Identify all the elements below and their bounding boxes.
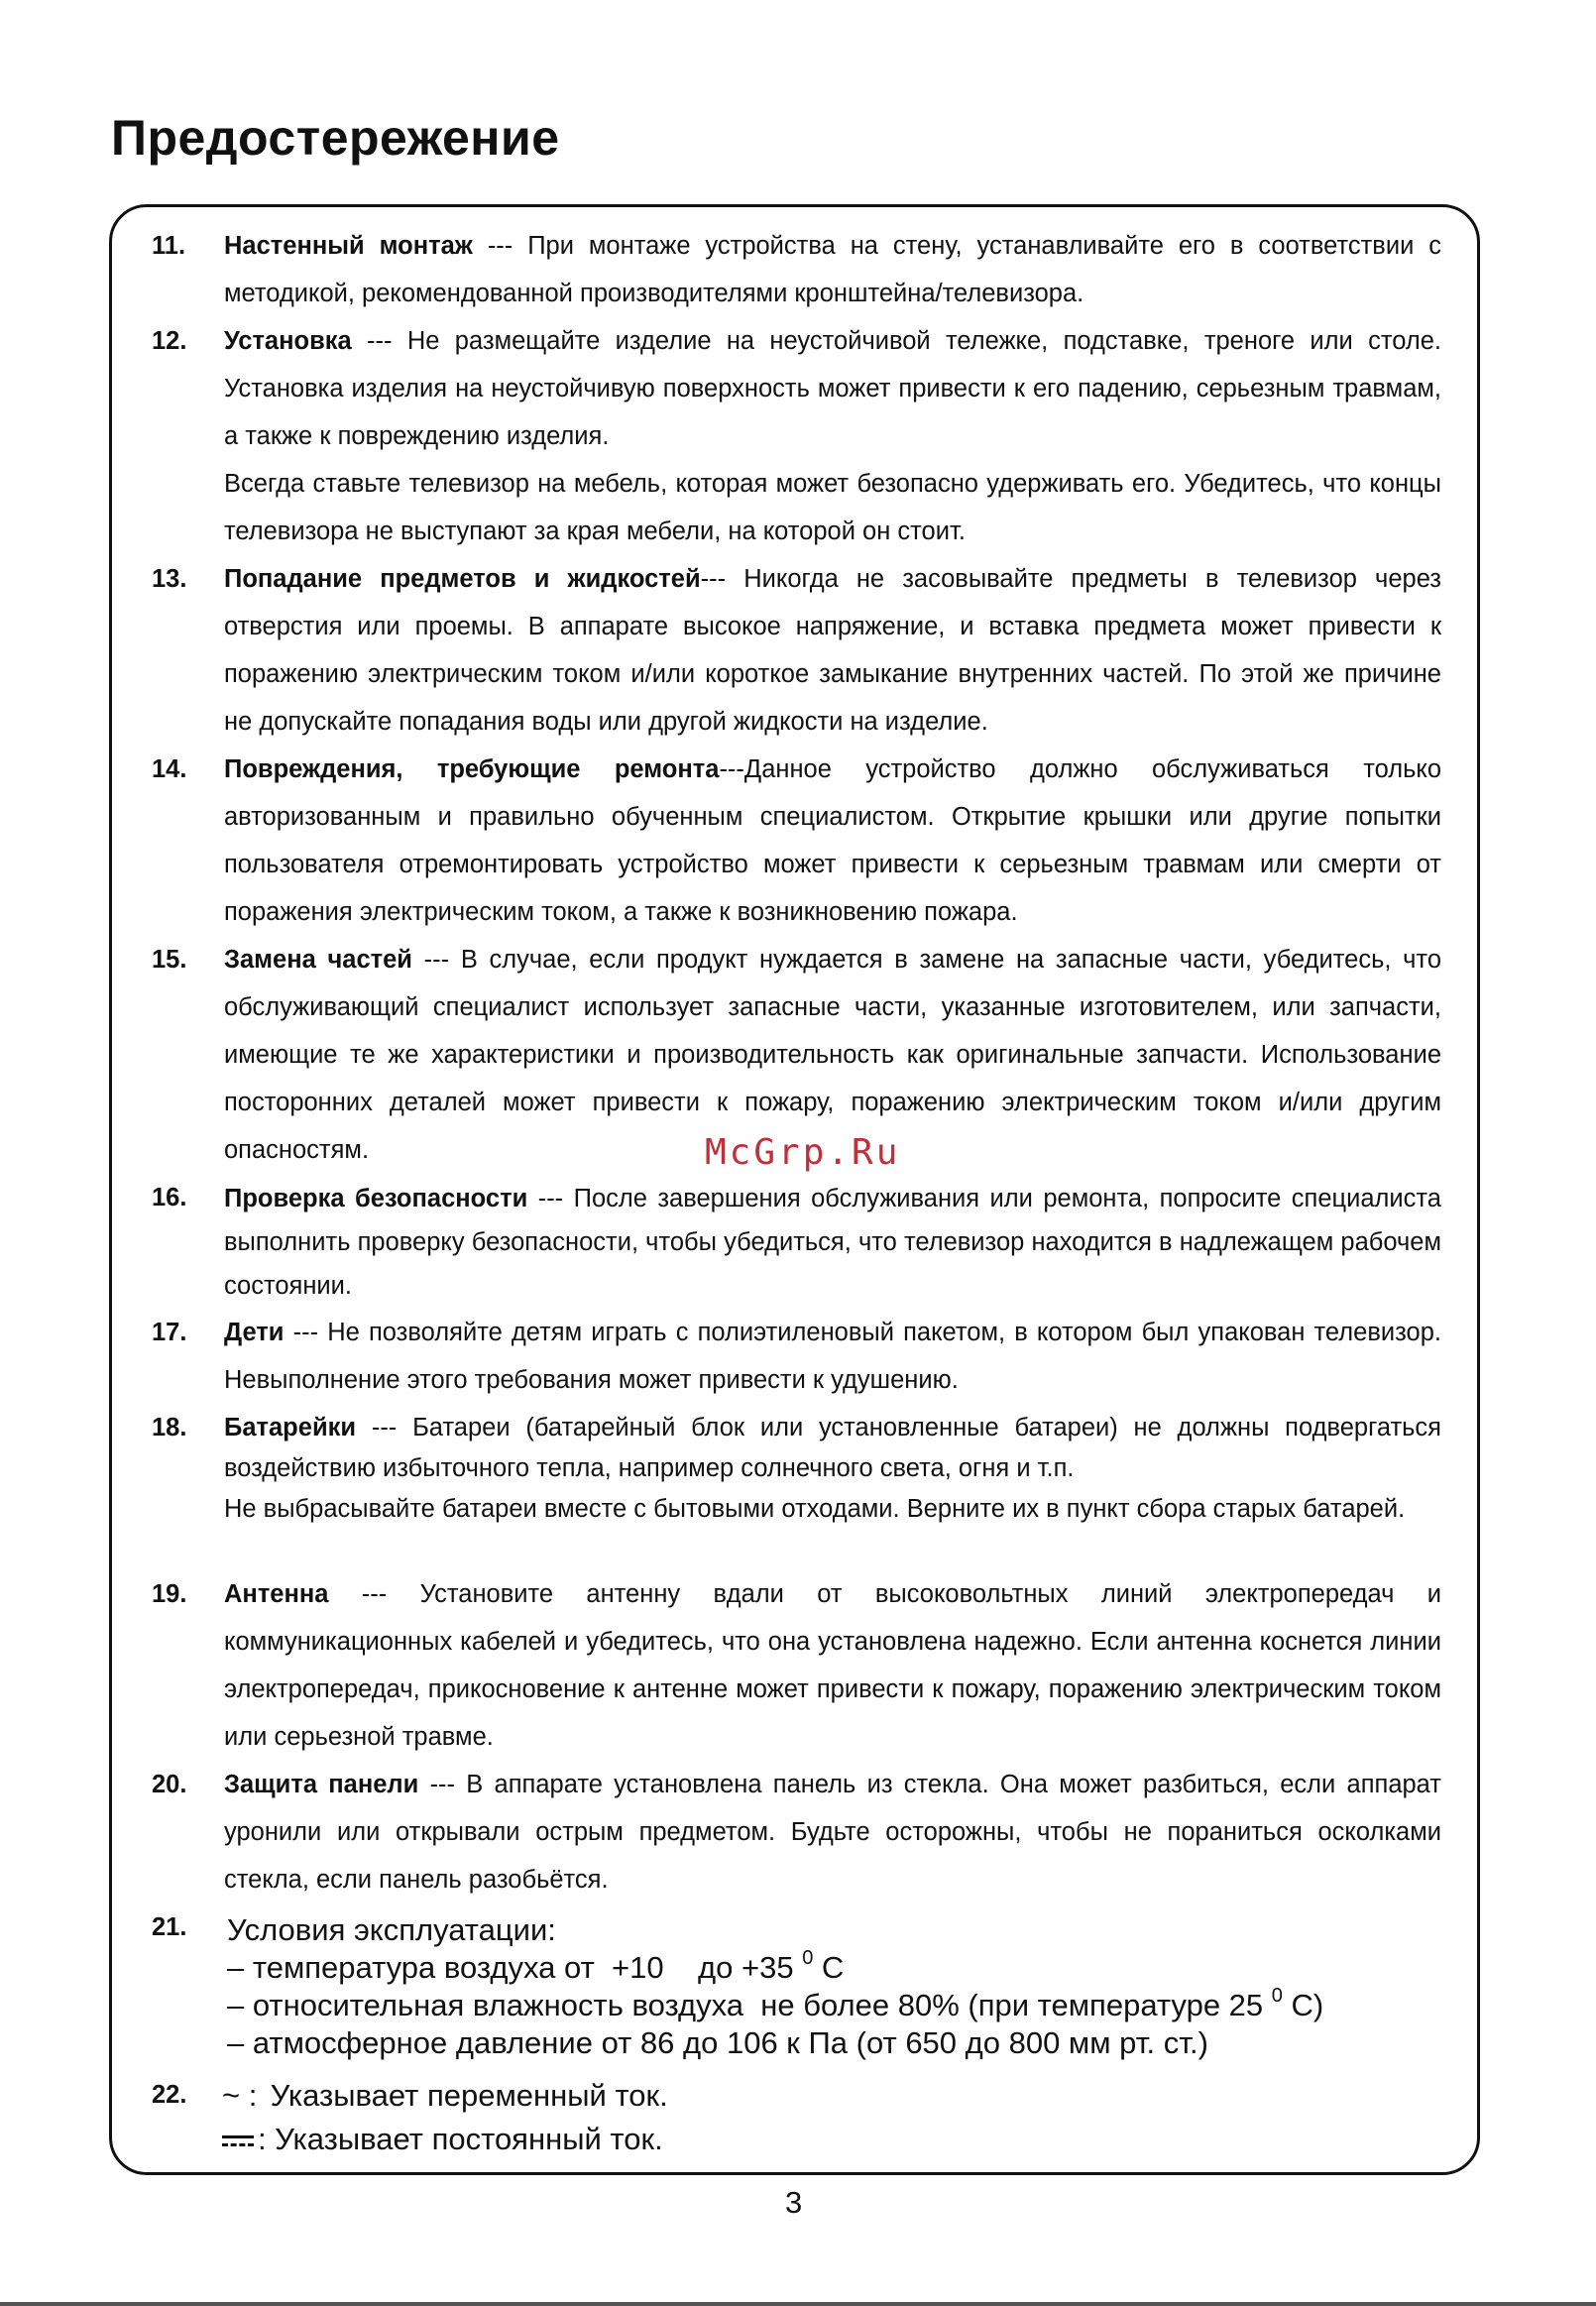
item-number: 21. [152,1913,187,1941]
item-number: 13. [152,565,187,593]
item-heading: Защита панели [224,1771,419,1798]
item-heading: Батарейки [224,1414,357,1441]
ac-line: ~ : Указывает переменный ток. [222,2074,1451,2118]
item-number: 12. [152,327,187,355]
item-number: 11. [152,232,186,260]
item-number: 14. [152,755,187,783]
item-heading: Антенна [224,1580,329,1608]
item-number: 22. [152,2081,187,2109]
item-heading: Проверка безопасности [224,1185,528,1212]
item-number: 18. [152,1414,187,1441]
item-text: Проверка безопасности --- После завершения обслуживания или ремонта, попросите специалиста выполнить проверку безопасности, чтобы убедиться, что телевизор находится в надлежащем рабочем состоянии. [224,1185,1441,1300]
ac-symbol-icon: ~ : [222,2078,258,2113]
dc-line: : Указывает постоянный ток. [222,2118,1451,2161]
humidity-line: – относительная влажность воздуха не более 80% (при температуре 25 $^0$ С) [227,1985,1324,2022]
bottom-edge [0,2302,1596,2306]
dc-symbol-icon [222,2135,254,2147]
item-text: Дети --- Не позволяйте детям играть с полиэтиленовый пакетом, в котором был упакован телевизор. Невыполнение этого требования может привести к удушению. [224,1319,1441,1394]
current-symbols [222,2074,1451,2161]
item-text: Настенный монтаж --- При монтаже устройства на стену, устанавливайте его в соответствии с методикой, рекомендованной производителями кронштейна/телевизора. [224,232,1441,307]
item-heading: Установка [224,327,352,355]
item-text: Защита панели --- В аппарате установлена панель из стекла. Она может разбиться, если аппарат уронили или открывали острым предметом. Будьте осторожны, чтобы не пораниться осколками стекла, если панель разобьётся. [224,1771,1441,1894]
item-heading: Дети [224,1319,285,1346]
pressure-line: – атмосферное давление от 86 до 106 к Па (от 650 до 800 мм рт. ст.) [227,2025,1208,2060]
item-text: Батарейки --- Батареи (батарейный блок или установленные батареи) не должны подвергаться воздействию избыточного тепла, например солнечного света, огня и т.п. Не выбрасывайте батареи вместе с бытовыми отходами. Верните их в пункт сбора старых батарей. [224,1414,1441,1523]
item-number: 19. [152,1580,187,1608]
conditions-heading: Условия эксплуатации: [227,1912,556,1947]
item-heading: Замена частей [224,946,412,974]
page-title: Предостережение [111,110,560,166]
item-number: 15. [152,946,187,974]
operating-conditions [227,1911,1456,2062]
item-number: 20. [152,1771,187,1798]
item-heading: Попадание предметов и жидкостей [224,565,701,593]
item-heading: Повреждения, требующие ремонта [224,755,720,783]
page-number: 3 [785,2185,803,2220]
item-text: Повреждения, требующие ремонта---Данное устройство должно обслуживаться только авторизованным и правильно обученным специалистом. Открытие крышки или другие попытки пользователя отремонтировать устройство может привести к серьезным травмам или смерти от поражения электрическим током, а также к возникновению пожара. [224,755,1442,926]
item-text: Замена частей --- В случае, если продукт нуждается в замене на запасные части, убедитесь, что обслуживающий специалист использует запасные части, указанные изготовителем, или запчасти, имеющие те же характеристики и производительность как оригинальные запчасти. Использование посторонних деталей может привести к пожару, поражению электрическим током и/или другим опасностям. [224,946,1442,1164]
watermark: McGrp.Ru [705,1132,901,1173]
item-heading: Настенный монтаж [224,232,473,260]
temperature-line: – температура воздуха от +10 до +35 $^0$ С [227,1947,845,1985]
item-text: Установка --- Не размещайте изделие на неустойчивой тележке, подставке, треноге или столе. Установка изделия на неустойчивую поверхность может привести к его падению, серьезным травмам, а также к повреждению изделия. Всегда ставьте телевизор на мебель, которая может безопасно удерживать его. Убедитесь, что концы телевизора не выступают за края мебели, на которой он стоит. [224,327,1441,545]
item-number: 16. [152,1184,187,1211]
item-text: Антенна --- Установите антенну вдали от высоковольтных линий электропередач и коммуникационных кабелей и убедитесь, что она установлена надежно. Если антенна коснется линии электропередач, прикосновение к антенне может привести к пожару, поражению электрическим током или серьезной травме. [224,1580,1441,1751]
item-number: 17. [152,1319,187,1346]
item-text: Попадание предметов и жидкостей--- Никогда не засовывайте предметы в телевизор через отверстия или проемы. В аппарате высокое напряжение, и вставка предмета может привести к поражению электрическим током и/или короткое замыкание внутренних частей. По этой же причине не допускайте попадания воды или другой жидкости на изделие. [224,565,1442,736]
